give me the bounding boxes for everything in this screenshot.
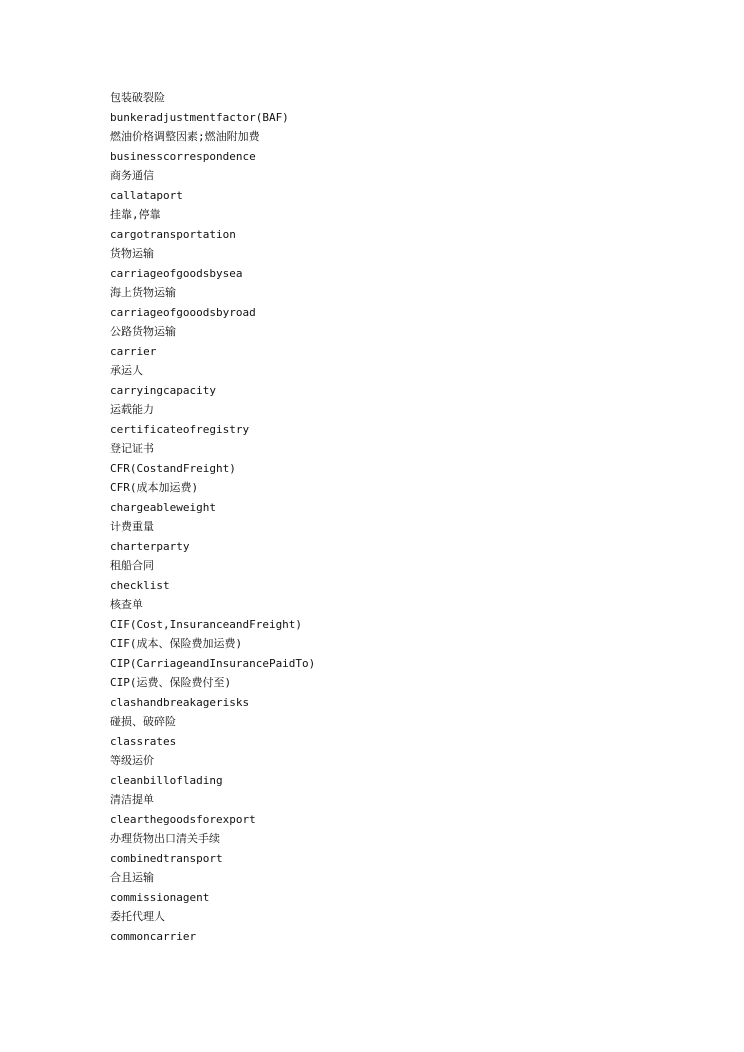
text-line: 等级运价 — [110, 754, 154, 767]
text-line: 碰损、破碎险 — [110, 715, 176, 728]
text-line: carriageofgooodsbyroad — [110, 305, 256, 319]
text-line: CIP(运费、保险费付至) — [110, 676, 232, 689]
text-line: 租船合同 — [110, 559, 154, 572]
text-line: 燃油价格调整因素;燃油附加费 — [110, 130, 260, 143]
text-line: CIP(CarriageandInsurancePaidTo) — [110, 656, 316, 670]
text-line: clashandbreakagerisks — [110, 695, 250, 709]
text-line: 运载能力 — [110, 403, 154, 416]
text-line: commoncarrier — [110, 929, 197, 943]
text-line: 海上货物运输 — [110, 286, 176, 299]
text-line: 清洁提单 — [110, 793, 154, 806]
text-line: carriageofgoodsbysea — [110, 266, 243, 280]
text-line: checklist — [110, 578, 170, 592]
text-line: callataport — [110, 188, 183, 202]
text-line: classrates — [110, 734, 177, 748]
text-line: businesscorrespondence — [110, 149, 256, 163]
text-line: CFR(成本加运费) — [110, 481, 199, 494]
text-line: 计费重量 — [110, 520, 154, 533]
text-line: charterparty — [110, 539, 190, 553]
text-line: 货物运输 — [110, 247, 154, 260]
text-line: combinedtransport — [110, 851, 223, 865]
text-line: 挂靠,停靠 — [110, 208, 161, 221]
text-line: 合且运输 — [110, 871, 154, 884]
text-line: CIF(Cost,InsuranceandFreight) — [110, 617, 303, 631]
glossary-lines — [110, 88, 315, 946]
text-line: commissionagent — [110, 890, 210, 904]
text-line: cleanbilloflading — [110, 773, 223, 787]
text-line: bunkeradjustmentfactor(BAF) — [110, 110, 289, 124]
text-line: chargeableweight — [110, 500, 216, 514]
text-line: clearthegoodsforexport — [110, 812, 256, 826]
text-line: 核查单 — [110, 598, 143, 611]
text-line: 包装破裂险 — [110, 91, 165, 104]
text-line: 办理货物出口清关手续 — [110, 832, 220, 845]
text-line: certificateofregistry — [110, 422, 250, 436]
text-line: carrier — [110, 344, 157, 358]
text-line: 承运人 — [110, 364, 143, 377]
text-line: 委托代理人 — [110, 910, 165, 923]
text-line: cargotransportation — [110, 227, 236, 241]
text-line: 商务通信 — [110, 169, 154, 182]
text-line: CFR(CostandFreight) — [110, 461, 236, 475]
text-line: carryingcapacity — [110, 383, 216, 397]
text-line: CIF(成本、保险费加运费) — [110, 637, 243, 650]
text-line: 公路货物运输 — [110, 325, 176, 338]
text-line: 登记证书 — [110, 442, 154, 455]
